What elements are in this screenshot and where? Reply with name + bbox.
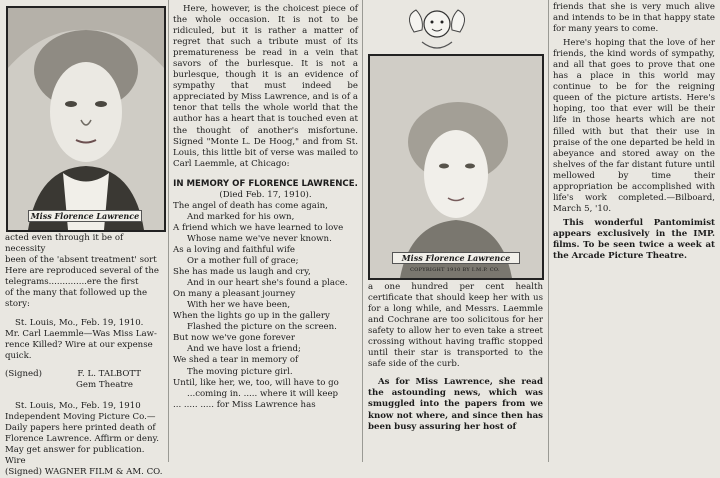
column-1 [5,233,163,477]
poem [173,201,358,411]
poem-line: The moving picture girl. [187,366,293,377]
poem-line: ...coming in. ..... where it will keep [187,388,339,399]
poem-heading: IN MEMORY OF FLORENCE LAWRENCE. [173,178,358,189]
column-rule [362,0,363,462]
telegram-line: Mr. Carl Laemmle—Was Miss Law- [5,329,157,340]
signature-1 [5,369,163,380]
poem-line: Until, like her, we, too, will have to go [173,377,339,388]
poem-line: But now we've gone forever [173,333,295,344]
poem-date: (Died Feb. 17, 1910). [219,189,312,200]
telegram-line: Daily papers here printed death of [5,422,156,433]
telegram-line: St. Louis, Mo., Feb. 19, 1910 [15,400,141,411]
poem-line: And in our heart she's found a place. [187,278,348,289]
poem-line: A friend which we have learned to love [173,222,344,233]
poem-line: We shed a tear in memory of [173,355,299,366]
portrait-image-left [8,8,164,230]
cherub-ornament-icon [402,2,472,54]
signature-label: (Signed) [5,368,42,379]
text-line: acted even through it be of necessity [5,233,124,255]
poem-line: Whose name we've never known. [187,233,332,244]
text-line: story: [5,299,30,310]
text-paragraph: Here's hoping that the love of her friends, the kind words of sympathy, and all that goes to prove that one has a place in this world may continue to be for the reigning queen of the picture artists. Here's hoping, too that ever will be their life in those hearts which are not filled with but that their use in praise of the one departed be held in abeyance and stored away on the shelves of the far distant future until mellowed by time their appropriation be accomplished with life's work completed.—Bilboard, March 5, '10. [553,38,715,214]
poem-line: ... ..... ..... for Miss Lawrence has [173,399,316,410]
text-paragraph: a one hundred per cent health certificate that should keep her with us for a long while, and Messrs. Laemmle and Cochrane are too solicitous for her safety to allow her to even take a street crossing without having traffic stopped until their star is transported to the safe side of the curb. [368,282,543,370]
poem-line: As a loving and faithful wife [173,244,295,255]
text-line: Here are reproduced several of the [5,266,160,277]
telegram-line: Independent Moving Picture Co.— [5,411,156,422]
poem-line: On many a pleasant journey [173,289,296,300]
telegram-line: quick. [5,351,32,362]
text-line: telegrams..............ere the first [5,277,139,288]
poem-line: When the lights go up in the gallery [173,311,330,322]
telegram-line: Wire [5,455,26,466]
text-paragraph: This wonderful Pantomimist appears exclusively in the IMP. films. To be seen twice a week at the Arcade Picture Theatre. [553,217,715,262]
poem-line: And marked for his own, [187,211,295,222]
signature-2: (Signed) WAGNER FILM & AM. CO. [5,466,163,477]
intro-paragraph: Here, however, is the choicest piece of the whole occasion. It is not to be ridiculed, but it is rather a matter of regret that such a tribute must of its prematureness be read in a vein that savors of the burlesque. It is not a burlesque, though it is an evidence of sympathy that must indeed be appreciated by Miss Lawrence, and is of a tenor that tells the whole world that the author has a heart that is touched even at the thought of another's misfortune. Signed "Monte L. De Hoog," and from St. Louis, this little bit of verse was mailed to Carl Laemmle, at Chicago: [173,4,358,169]
text-line: been of the 'absent treatment' sort [5,255,157,266]
photo-caption-right: Miss Florence Lawrence [392,252,520,264]
column-4 [553,2,715,464]
telegram-line: rence Killed? Wire at our expense [5,340,153,351]
text-paragraph: friends that she is very much alive and intends to be in that happy state for many years to come. [553,2,715,35]
poem-line: The angel of death has come again, [173,200,328,211]
text-line: of the many that followed up the [5,288,148,299]
telegram-line: Florence Lawrence. Affirm or deny. [5,433,159,444]
telegram-line: St. Louis, Mo., Feb. 19, 1910. [15,318,144,329]
signature-org: Gem Theatre [76,379,133,390]
poem-line: And we have lost a friend; [187,344,301,355]
column-rule [168,0,169,462]
photo-copyright: COPYRIGHT 1910 BY I.M.P. CO. [410,267,500,273]
poem-line: With her we have been, [187,300,291,311]
poem-line: Or a mother full of grace; [187,256,299,267]
photo-caption-left: Miss Florence Lawrence [28,210,142,222]
portrait-photo-left [6,6,166,232]
column-2 [173,4,358,466]
text-paragraph: As for Miss Lawrence, she read the astounding news, which was smuggled into the papers from we know not where, and since then has been busy assuring her host of [368,377,543,432]
telegram-line: May get answer for publication. [5,444,145,455]
portrait-image-right [370,56,542,278]
signature-name: F. L. TALBOTT [77,368,141,379]
poem-line: She has made us laugh and cry, [173,267,311,278]
poem-line: Flashed the picture on the screen. [187,322,337,333]
column-rule [548,0,549,462]
portrait-photo-right [368,54,544,280]
column-3 [368,282,543,462]
